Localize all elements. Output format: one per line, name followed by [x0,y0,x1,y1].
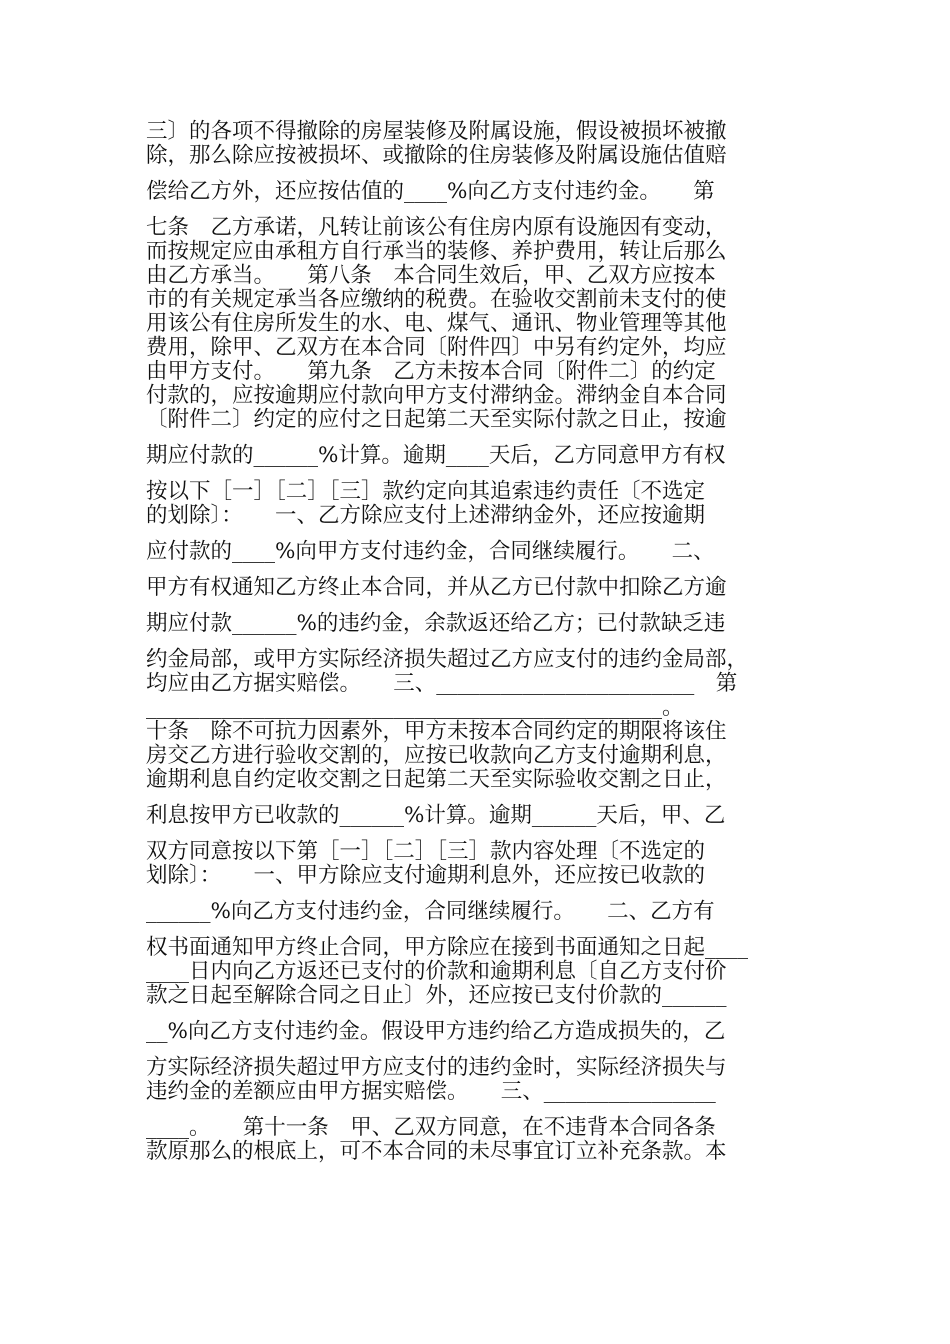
text-line: 利息按甲方已收款的______%计算。逾期______天后，甲、乙 [146,803,726,828]
text-line: 划除〕： 一、甲方除应支付逾期利息外，还应按已收款的 [146,863,706,888]
text-line: 违约金的差额应由甲方据实赔偿。 三、________________ [146,1079,716,1104]
text-line: 付款的，应按逾期应付款向甲方支付滞纳金。滞纳金自本合同 [146,383,727,408]
text-line: 三〕的各项不得撤除的房屋装修及附属设施，假设被损坏被撤 [146,119,727,144]
text-line: 〔附件二〕约定的应付之日起第二天至实际付款之日止，按逾 [146,407,727,432]
text-line: 十条 除不可抗力因素外，甲方未按本合同约定的期限将该住 [146,719,727,744]
text-line: 而按规定应由承租方自行承当的装修、养护费用，转让后那么 [146,239,727,264]
text-line: 权书面通知甲方终止合同，甲方除应在接到书面通知之日起____ [146,935,749,960]
text-line: ____日内向乙方返还已支付的价款和逾期利息〔自乙方支付价 [146,959,727,984]
text-line: 由乙方承当。 第八条 本合同生效后，甲、乙双方应按本 [146,263,716,288]
document-page [146,120,806,1164]
text-line: 款之日起至解除合同之日止〕外，还应按已支付价款的______ [146,983,727,1008]
text-line: 费用，除甲、乙双方在本合同〔附件四〕中另有约定外，均应 [146,335,727,360]
text-line: 期应付款的______%计算。逾期____天后，乙方同意甲方有权 [146,443,726,468]
text-line: 七条 乙方承诺，凡转让前该公有住房内原有设施因有变动， [146,215,727,240]
text-line: __%向乙方支付违约金。假设甲方违约给乙方造成损失的，乙 [146,1019,726,1044]
text-line: 方实际经济损失超过甲方应支付的违约金时，实际经济损失与 [146,1055,727,1080]
text-line: 偿给乙方外，还应按估值的____%向乙方支付违约金。 第 [146,179,715,204]
text-line: ________________________________________________。 [146,695,684,720]
text-line: 房交乙方进行验收交割的，应按已收款向乙方支付逾期利息， [146,743,727,768]
text-line: 均应由乙方据实赔偿。 三、________________________ 第 [146,671,738,696]
text-line: 由甲方支付。 第九条 乙方未按本合同〔附件二〕的约定 [146,359,716,384]
text-line: 应付款的____%向甲方支付违约金，合同继续履行。 二、 [146,539,715,564]
text-line: ______%向乙方支付违约金，合同继续履行。 二、乙方有 [146,899,715,924]
text-line: 用该公有住房所发生的水、电、煤气、通讯、物业管理等其他 [146,311,727,336]
text-line: 逾期利息自约定收交割之日起第二天至实际验收交割之日止， [146,767,727,792]
text-line: 按以下［一］［二］［三］款约定向其追索违约责任〔不选定 [146,479,706,504]
text-line: 的划除〕： 一、乙方除应支付上述滞纳金外，还应按逾期 [146,503,706,528]
text-line: 款原那么的根底上，可不本合同的未尽事宜订立补充条款。本 [146,1139,727,1164]
text-line: 约金局部，或甲方实际经济损失超过乙方应支付的违约金局部， [146,647,749,672]
text-line: 甲方有权通知乙方终止本合同，并从乙方已付款中扣除乙方逾 [146,575,727,600]
text-line: 市的有关规定承当各应缴纳的税费。在验收交割前未支付的使 [146,287,727,312]
text-line: ____。 第十一条 甲、乙双方同意，在不违背本合同各条 [146,1115,716,1140]
text-line: 除，那么除应按被损坏、或撤除的住房装修及附属设施估值赔 [146,143,727,168]
text-line: 期应付款______%的违约金，余款返还给乙方；已付款缺乏违 [146,611,726,636]
text-line: 双方同意按以下第［一］［二］［三］款内容处理〔不选定的 [146,839,706,864]
